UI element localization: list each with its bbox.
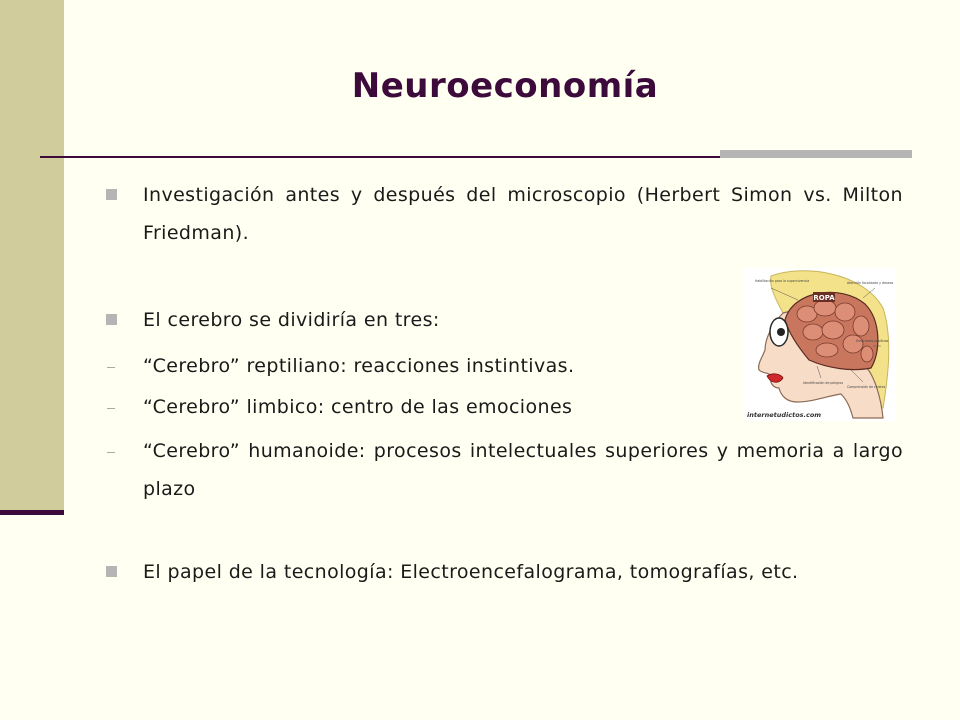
annotation-text: Emociones positivas	[856, 339, 889, 343]
annotation-text: Identificación de peligros	[803, 381, 844, 385]
dash-icon	[107, 408, 115, 409]
bullet-item: El cerebro se dividiría en tres:	[143, 309, 440, 331]
slide-title: Neuroeconomía	[351, 66, 659, 106]
ropa-label: ROPA	[813, 294, 835, 302]
annotation-text: Atención focalizada y deseos	[847, 281, 894, 285]
sub-item: “Cerebro” humanoide: procesos intelectuales superiores y memoria a largo plazo	[143, 440, 903, 500]
bullet-item: El papel de la tecnología: Electroencefalograma, tomografías, etc.	[143, 561, 799, 583]
bullet-square-icon	[106, 566, 117, 577]
sub-item: “Cerebro” reptiliano: reacciones instintivas.	[143, 355, 575, 377]
bullet-square-icon	[106, 314, 117, 325]
title-underline-accent	[720, 150, 912, 158]
brain-illustration	[743, 268, 896, 421]
bullet-item: Investigación antes y después del microscopio (Herbert Simon vs. Milton Friedman).	[143, 184, 903, 244]
bullet-square-icon	[106, 189, 117, 200]
sub-item: “Cerebro” limbico: centro de las emociones	[143, 396, 573, 418]
dash-icon	[107, 452, 115, 453]
dash-icon	[107, 367, 115, 368]
sidebar-accent-bar	[0, 510, 64, 515]
annotation-text: Habilitación para la supervivencia	[755, 279, 810, 283]
watermark-text: internetudictos.com	[747, 411, 822, 419]
annotation-text: Comprensión de chistes	[847, 385, 886, 389]
